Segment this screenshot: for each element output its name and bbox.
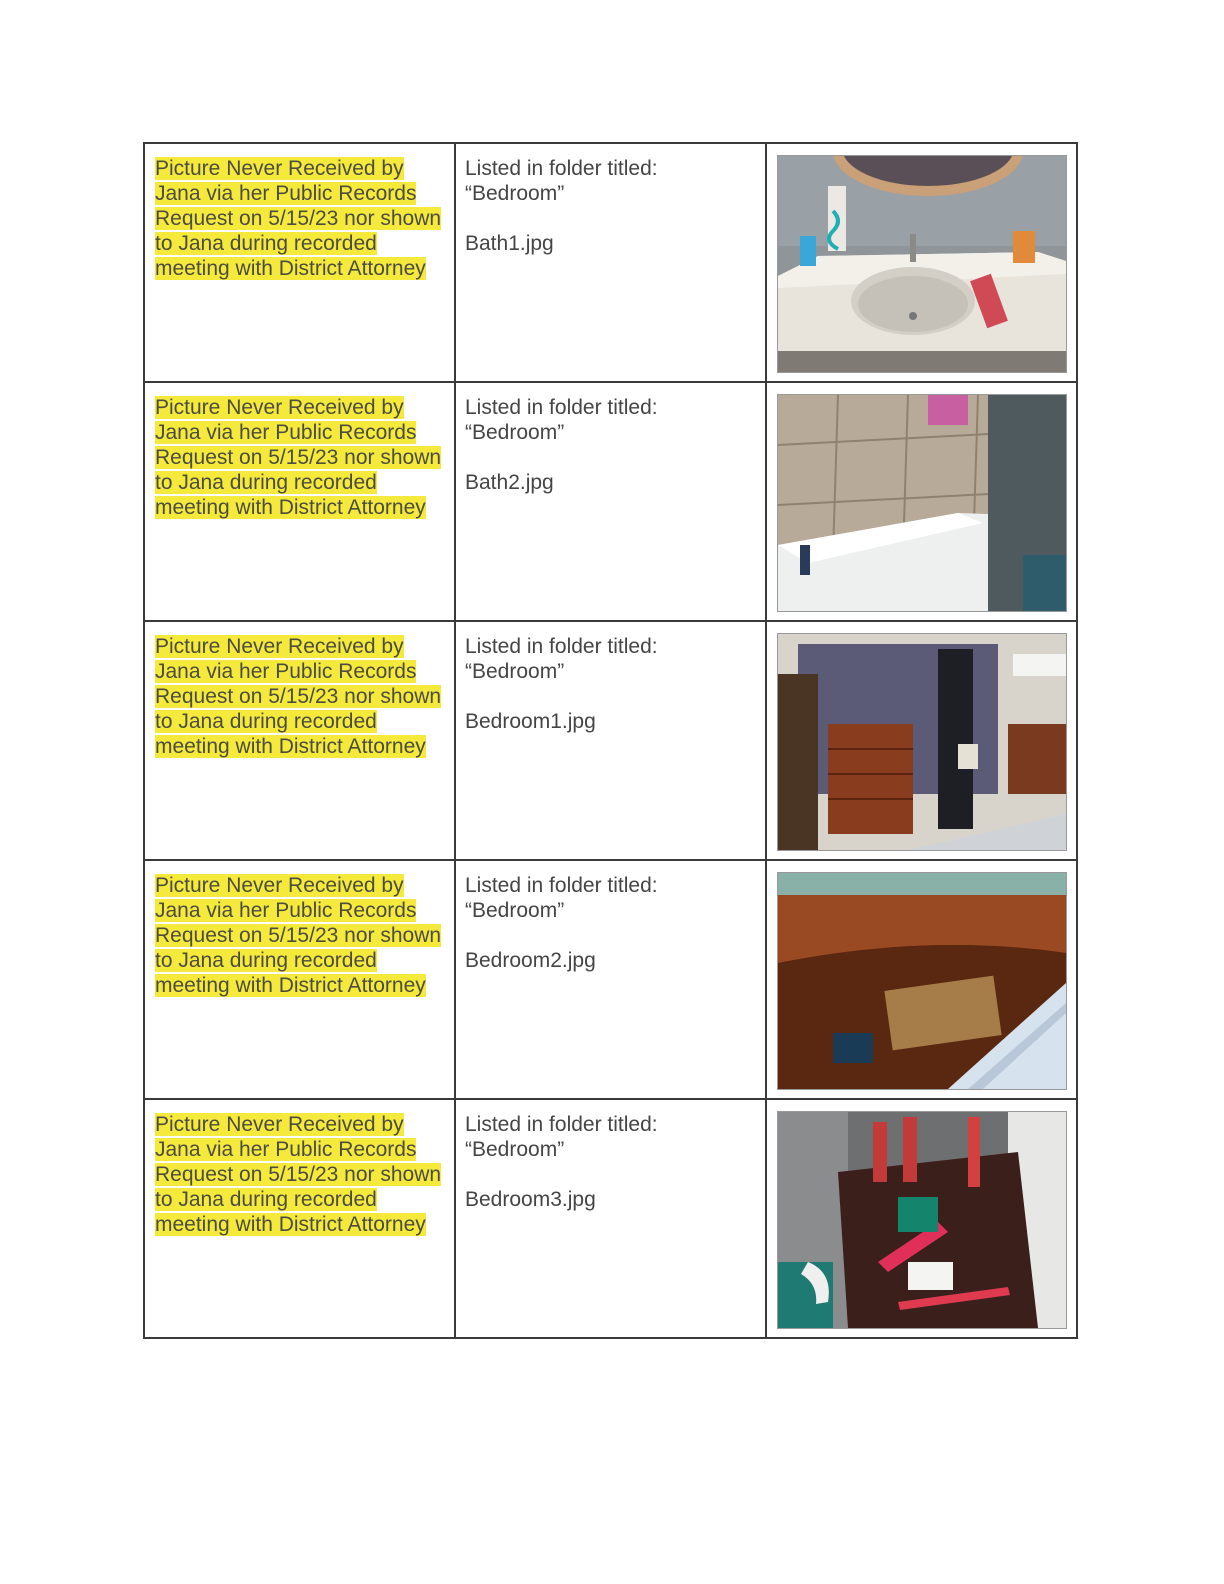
photo-cell [766,860,1077,1099]
note-cell [144,382,455,621]
file-name: Bath1.jpg [465,232,554,255]
note-cell [144,621,455,860]
highlighted-note: Picture Never Received by Jana via her Public Records Request on 5/15/23 nor shown to Jana during recorded meeting with District Attorney [155,396,442,519]
folder-name: “Bedroom” [465,182,565,205]
folder-name: “Bedroom” [465,421,565,444]
records-table [143,142,1078,1339]
listing-cell [455,621,766,860]
note-cell [144,143,455,382]
folder-name: “Bedroom” [465,660,565,683]
vanity-items-photo [777,1111,1067,1329]
photo-cell [766,143,1077,382]
folder-label: Listed in folder titled: [465,874,658,897]
table-row [144,860,1077,1099]
note-cell [144,860,455,1099]
bathroom-sink-photo [777,155,1067,373]
table-row [144,621,1077,860]
file-name: Bedroom2.jpg [465,949,596,972]
photo-cell [766,382,1077,621]
table-row [144,1099,1077,1338]
photo-cell [766,621,1077,860]
bathtub-photo [777,394,1067,612]
headboard-photo [777,872,1067,1090]
file-name: Bedroom1.jpg [465,710,596,733]
listing-cell [455,382,766,621]
folder-name: “Bedroom” [465,899,565,922]
photo-cell [766,1099,1077,1338]
folder-label: Listed in folder titled: [465,1113,658,1136]
listing-cell [455,1099,766,1338]
folder-name: “Bedroom” [465,1138,565,1161]
table-row [144,382,1077,621]
file-name: Bath2.jpg [465,471,554,494]
highlighted-note: Picture Never Received by Jana via her Public Records Request on 5/15/23 nor shown to Jana during recorded meeting with District Attorney [155,874,442,997]
highlighted-note: Picture Never Received by Jana via her Public Records Request on 5/15/23 nor shown to Jana during recorded meeting with District Attorney [155,157,442,280]
folder-label: Listed in folder titled: [465,635,658,658]
folder-label: Listed in folder titled: [465,396,658,419]
table-row [144,143,1077,382]
listing-cell [455,860,766,1099]
listing-cell [455,143,766,382]
file-name: Bedroom3.jpg [465,1188,596,1211]
highlighted-note: Picture Never Received by Jana via her Public Records Request on 5/15/23 nor shown to Jana during recorded meeting with District Attorney [155,1113,442,1236]
folder-label: Listed in folder titled: [465,157,658,180]
highlighted-note: Picture Never Received by Jana via her Public Records Request on 5/15/23 nor shown to Jana during recorded meeting with District Attorney [155,635,442,758]
note-cell [144,1099,455,1338]
bedroom-photo [777,633,1067,851]
